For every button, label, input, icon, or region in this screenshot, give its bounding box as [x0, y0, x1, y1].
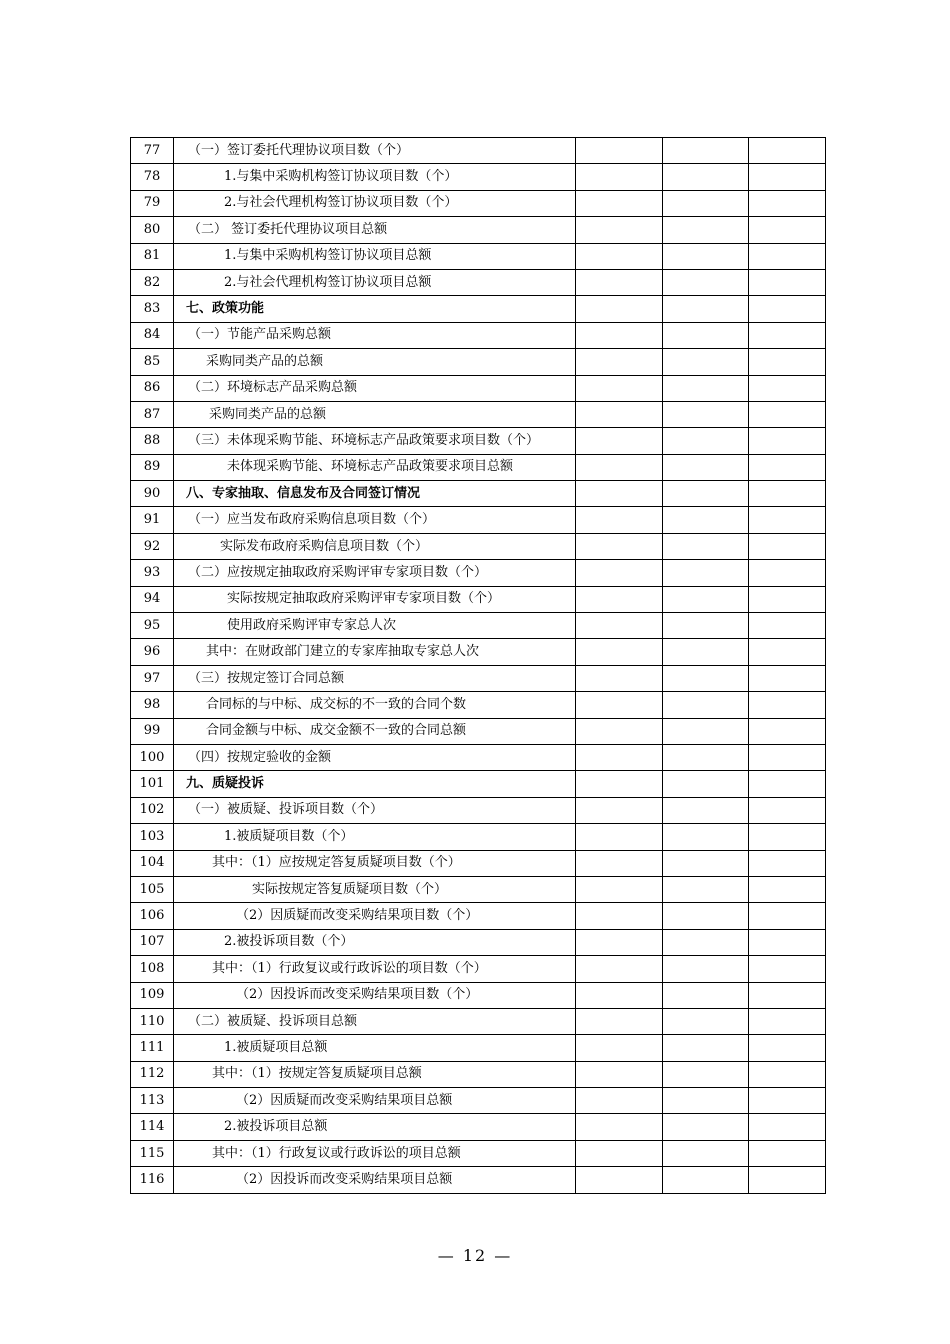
row-number: 92: [131, 533, 174, 559]
value-cell: [576, 1114, 663, 1140]
row-number: 82: [131, 269, 174, 295]
row-number: 112: [131, 1061, 174, 1087]
table-row: [131, 771, 826, 797]
value-cell: [576, 375, 663, 401]
item-label: （一）应当发布政府采购信息项目数（个）: [174, 507, 576, 533]
value-cell: [749, 243, 826, 269]
row-number: 107: [131, 929, 174, 955]
row-number: 91: [131, 507, 174, 533]
value-cell: [663, 138, 749, 164]
table-row: [131, 929, 826, 955]
value-cell: [576, 1140, 663, 1166]
value-cell: [749, 428, 826, 454]
value-cell: [576, 269, 663, 295]
item-label: 其中：（1）应按规定答复质疑项目数（个）: [174, 850, 576, 876]
value-cell: [576, 138, 663, 164]
value-cell: [576, 982, 663, 1008]
table-row: [131, 639, 826, 665]
value-cell: [663, 929, 749, 955]
row-number: 79: [131, 190, 174, 216]
table-row: [131, 956, 826, 982]
row-number: 87: [131, 401, 174, 427]
value-cell: [663, 1167, 749, 1193]
item-label: 2.被投诉项目总额: [174, 1114, 576, 1140]
row-number: 106: [131, 903, 174, 929]
value-cell: [663, 639, 749, 665]
row-number: 96: [131, 639, 174, 665]
value-cell: [576, 349, 663, 375]
value-cell: [749, 349, 826, 375]
table-body: [131, 138, 826, 1194]
table-row: [131, 533, 826, 559]
page-number: — 12 —: [437, 1246, 513, 1265]
item-label: 合同金额与中标、成交金额不一致的合同总额: [174, 718, 576, 744]
value-cell: [663, 428, 749, 454]
value-cell: [576, 507, 663, 533]
value-cell: [576, 929, 663, 955]
value-cell: [663, 1035, 749, 1061]
value-cell: [663, 454, 749, 480]
value-cell: [749, 1140, 826, 1166]
value-cell: [576, 243, 663, 269]
value-cell: [663, 243, 749, 269]
value-cell: [749, 692, 826, 718]
item-label: （三）未体现采购节能、环境标志产品政策要求项目数（个）: [174, 428, 576, 454]
row-number: 114: [131, 1114, 174, 1140]
value-cell: [576, 586, 663, 612]
value-cell: [749, 824, 826, 850]
value-cell: [576, 296, 663, 322]
value-cell: [749, 982, 826, 1008]
item-label: 1.被质疑项目总额: [174, 1035, 576, 1061]
value-cell: [576, 533, 663, 559]
value-cell: [663, 190, 749, 216]
table-row: [131, 586, 826, 612]
value-cell: [663, 718, 749, 744]
row-number: 97: [131, 665, 174, 691]
value-cell: [576, 692, 663, 718]
row-number: 89: [131, 454, 174, 480]
value-cell: [749, 164, 826, 190]
value-cell: [576, 560, 663, 586]
section-heading: 七、政策功能: [174, 296, 576, 322]
value-cell: [663, 560, 749, 586]
value-cell: [576, 613, 663, 639]
item-label: （一）节能产品采购总额: [174, 322, 576, 348]
row-number: 95: [131, 613, 174, 639]
value-cell: [663, 269, 749, 295]
value-cell: [663, 1088, 749, 1114]
value-cell: [749, 718, 826, 744]
value-cell: [749, 771, 826, 797]
table-row: [131, 322, 826, 348]
table-row: [131, 296, 826, 322]
value-cell: [663, 1114, 749, 1140]
value-cell: [749, 613, 826, 639]
row-number: 81: [131, 243, 174, 269]
value-cell: [663, 665, 749, 691]
value-cell: [576, 1061, 663, 1087]
value-cell: [749, 1088, 826, 1114]
table-row: [131, 1035, 826, 1061]
value-cell: [749, 876, 826, 902]
table-row: [131, 1167, 826, 1193]
value-cell: [576, 1088, 663, 1114]
value-cell: [663, 956, 749, 982]
value-cell: [749, 1167, 826, 1193]
value-cell: [749, 217, 826, 243]
value-cell: [663, 296, 749, 322]
item-label: （2）因投诉而改变采购结果项目数（个）: [174, 982, 576, 1008]
value-cell: [576, 639, 663, 665]
table-row: [131, 718, 826, 744]
value-cell: [663, 481, 749, 507]
row-number: 115: [131, 1140, 174, 1166]
item-label: 其中：（1）按规定答复质疑项目总额: [174, 1061, 576, 1087]
row-number: 94: [131, 586, 174, 612]
section-heading: 八、专家抽取、信息发布及合同签订情况: [174, 481, 576, 507]
table-row: [131, 1114, 826, 1140]
value-cell: [576, 454, 663, 480]
table-row: [131, 269, 826, 295]
value-cell: [749, 850, 826, 876]
value-cell: [663, 850, 749, 876]
value-cell: [576, 850, 663, 876]
value-cell: [663, 533, 749, 559]
value-cell: [663, 744, 749, 770]
value-cell: [663, 771, 749, 797]
table-row: [131, 243, 826, 269]
value-cell: [576, 481, 663, 507]
item-label: （二）被质疑、投诉项目总额: [174, 1008, 576, 1034]
value-cell: [749, 507, 826, 533]
row-number: 116: [131, 1167, 174, 1193]
value-cell: [576, 1167, 663, 1193]
value-cell: [749, 269, 826, 295]
item-label: （一）被质疑、投诉项目数（个）: [174, 797, 576, 823]
row-number: 93: [131, 560, 174, 586]
table-row: [131, 454, 826, 480]
row-number: 88: [131, 428, 174, 454]
table-row: [131, 507, 826, 533]
value-cell: [663, 1061, 749, 1087]
value-cell: [663, 401, 749, 427]
table-row: [131, 375, 826, 401]
row-number: 105: [131, 876, 174, 902]
value-cell: [576, 1008, 663, 1034]
value-cell: [749, 744, 826, 770]
value-cell: [663, 613, 749, 639]
row-number: 85: [131, 349, 174, 375]
row-number: 83: [131, 296, 174, 322]
row-number: 84: [131, 322, 174, 348]
value-cell: [576, 428, 663, 454]
value-cell: [663, 586, 749, 612]
value-cell: [663, 982, 749, 1008]
value-cell: [663, 164, 749, 190]
row-number: 100: [131, 744, 174, 770]
value-cell: [663, 349, 749, 375]
value-cell: [749, 533, 826, 559]
value-cell: [749, 797, 826, 823]
item-label: 实际按规定抽取政府采购评审专家项目数（个）: [174, 586, 576, 612]
table-row: [131, 401, 826, 427]
value-cell: [576, 903, 663, 929]
value-cell: [749, 190, 826, 216]
value-cell: [749, 929, 826, 955]
table-row: [131, 1140, 826, 1166]
section-heading: 九、质疑投诉: [174, 771, 576, 797]
value-cell: [749, 1035, 826, 1061]
value-cell: [576, 797, 663, 823]
item-label: 1.被质疑项目数（个）: [174, 824, 576, 850]
item-label: （四）按规定验收的金额: [174, 744, 576, 770]
value-cell: [749, 401, 826, 427]
row-number: 101: [131, 771, 174, 797]
value-cell: [749, 1114, 826, 1140]
table-row: [131, 1008, 826, 1034]
table-row: [131, 481, 826, 507]
row-number: 108: [131, 956, 174, 982]
value-cell: [663, 692, 749, 718]
statistics-table: [130, 137, 826, 1194]
value-cell: [576, 217, 663, 243]
row-number: 99: [131, 718, 174, 744]
table-row: [131, 190, 826, 216]
value-cell: [663, 217, 749, 243]
table-row: [131, 164, 826, 190]
row-number: 77: [131, 138, 174, 164]
value-cell: [576, 665, 663, 691]
item-label: （二） 签订委托代理协议项目总额: [174, 217, 576, 243]
value-cell: [749, 639, 826, 665]
value-cell: [749, 454, 826, 480]
value-cell: [576, 956, 663, 982]
row-number: 80: [131, 217, 174, 243]
item-label: 2.与社会代理机构签订协议项目数（个）: [174, 190, 576, 216]
item-label: （2）因质疑而改变采购结果项目总额: [174, 1088, 576, 1114]
value-cell: [576, 322, 663, 348]
item-label: 1.与集中采购机构签订协议项目总额: [174, 243, 576, 269]
row-number: 90: [131, 481, 174, 507]
value-cell: [663, 1140, 749, 1166]
value-cell: [749, 586, 826, 612]
value-cell: [576, 744, 663, 770]
item-label: （2）因质疑而改变采购结果项目数（个）: [174, 903, 576, 929]
item-label: 合同标的与中标、成交标的不一致的合同个数: [174, 692, 576, 718]
row-number: 98: [131, 692, 174, 718]
item-label: （二）环境标志产品采购总额: [174, 375, 576, 401]
table-row: [131, 217, 826, 243]
table-row: [131, 850, 826, 876]
table-row: [131, 665, 826, 691]
row-number: 111: [131, 1035, 174, 1061]
value-cell: [576, 771, 663, 797]
value-cell: [663, 1008, 749, 1034]
row-number: 86: [131, 375, 174, 401]
item-label: 使用政府采购评审专家总人次: [174, 613, 576, 639]
row-number: 103: [131, 824, 174, 850]
item-label: 实际按规定答复质疑项目数（个）: [174, 876, 576, 902]
value-cell: [576, 876, 663, 902]
value-cell: [749, 560, 826, 586]
value-cell: [749, 903, 826, 929]
value-cell: [663, 876, 749, 902]
item-label: 2.被投诉项目数（个）: [174, 929, 576, 955]
value-cell: [749, 1061, 826, 1087]
value-cell: [749, 481, 826, 507]
row-number: 78: [131, 164, 174, 190]
item-label: 实际发布政府采购信息项目数（个）: [174, 533, 576, 559]
value-cell: [663, 375, 749, 401]
row-number: 113: [131, 1088, 174, 1114]
item-label: 1.与集中采购机构签订协议项目数（个）: [174, 164, 576, 190]
item-label: （一）签订委托代理协议项目数（个）: [174, 138, 576, 164]
value-cell: [663, 903, 749, 929]
table-row: [131, 903, 826, 929]
table-row: [131, 824, 826, 850]
value-cell: [749, 1008, 826, 1034]
table-row: [131, 692, 826, 718]
value-cell: [576, 718, 663, 744]
item-label: 未体现采购节能、环境标志产品政策要求项目总额: [174, 454, 576, 480]
table-row: [131, 138, 826, 164]
value-cell: [663, 507, 749, 533]
table-row: [131, 876, 826, 902]
value-cell: [663, 797, 749, 823]
row-number: 110: [131, 1008, 174, 1034]
value-cell: [749, 296, 826, 322]
value-cell: [749, 956, 826, 982]
table-row: [131, 349, 826, 375]
item-label: 采购同类产品的总额: [174, 401, 576, 427]
table-row: [131, 744, 826, 770]
item-label: 其中：（1）行政复议或行政诉讼的项目数（个）: [174, 956, 576, 982]
table-row: [131, 1061, 826, 1087]
value-cell: [749, 375, 826, 401]
value-cell: [576, 1035, 663, 1061]
value-cell: [576, 164, 663, 190]
value-cell: [749, 138, 826, 164]
item-label: （三）按规定签订合同总额: [174, 665, 576, 691]
row-number: 104: [131, 850, 174, 876]
item-label: 其中：（1）行政复议或行政诉讼的项目总额: [174, 1140, 576, 1166]
value-cell: [663, 322, 749, 348]
value-cell: [576, 190, 663, 216]
table-row: [131, 982, 826, 1008]
table-row: [131, 1088, 826, 1114]
item-label: 其中：在财政部门建立的专家库抽取专家总人次: [174, 639, 576, 665]
item-label: （二）应按规定抽取政府采购评审专家项目数（个）: [174, 560, 576, 586]
table-row: [131, 613, 826, 639]
table-row: [131, 797, 826, 823]
value-cell: [749, 665, 826, 691]
value-cell: [749, 322, 826, 348]
table-row: [131, 560, 826, 586]
row-number: 109: [131, 982, 174, 1008]
value-cell: [576, 401, 663, 427]
item-label: 采购同类产品的总额: [174, 349, 576, 375]
item-label: （2）因投诉而改变采购结果项目总额: [174, 1167, 576, 1193]
row-number: 102: [131, 797, 174, 823]
value-cell: [663, 824, 749, 850]
item-label: 2.与社会代理机构签订协议项目总额: [174, 269, 576, 295]
value-cell: [576, 824, 663, 850]
table-row: [131, 428, 826, 454]
